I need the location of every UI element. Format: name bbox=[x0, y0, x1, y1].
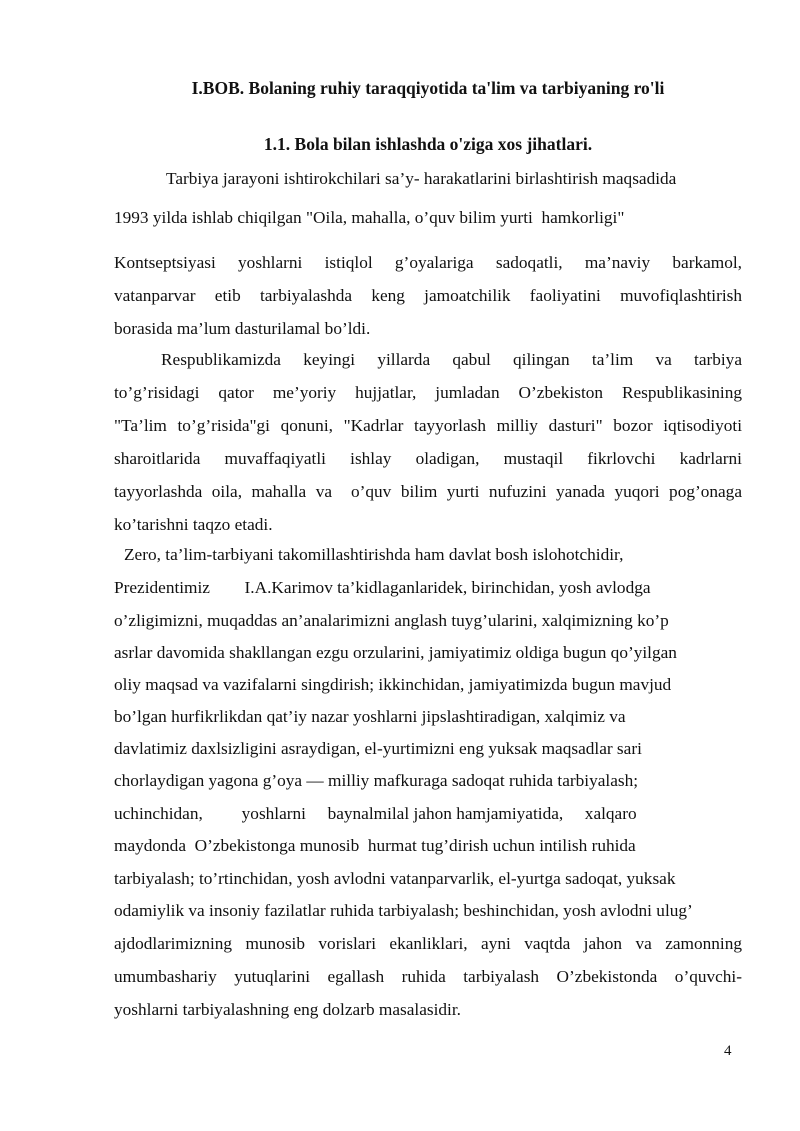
text-line: tarbiyalash; to’rtinchidan, yosh avlodni vatanparvarlik, el-yurtga sadoqat, yuksak bbox=[114, 869, 676, 888]
text-line: davlatimiz daxlsizligini asraydigan, el-yurtimizni eng yuksak maqsadlar sari bbox=[114, 739, 642, 758]
text-line: o’zligimizni, muqaddas an’analarimizni anglash tuyg’ularini, xalqimizning ko’p bbox=[114, 611, 669, 630]
text-line: sharoitlarida muvaffaqiyatli ishlay oladigan, mustaqil fikrlovchi kadrlarni bbox=[114, 449, 742, 468]
text-line: maydonda O’zbekistonga munosib hurmat tug’dirish uchun intilish ruhida bbox=[114, 836, 636, 855]
text-line: uchinchidan, yoshlarni baynalmilal jahon hamjamiyatida, xalqaro bbox=[114, 804, 637, 823]
text-line: Respublikamizda keyingi yillarda qabul qilingan ta’lim va tarbiya bbox=[161, 350, 742, 369]
text-line: chorlaydigan yagona g’oya — milliy mafkuraga sadoqat ruhida tarbiyalash; bbox=[114, 771, 639, 790]
text-line: borasida ma’lum dasturilamal bo’ldi. bbox=[114, 319, 371, 338]
text-line: 1993 yilda ishlab chiqilgan "Oila, mahalla, o’quv bilim yurti hamkorligi" bbox=[114, 208, 625, 227]
text-line: Zero, ta’lim-tarbiyani takomillashtirishda ham davlat bosh islohotchidir, bbox=[124, 545, 624, 564]
text-line: "Ta’lim to’g’risida"gi qonuni, "Kadrlar tayyorlash milliy dasturi" bozor iqtisodiyoti bbox=[114, 416, 742, 435]
text-line: vatanparvar etib tarbiyalashda keng jamoatchilik faoliyatini muvofiqlashtirish bbox=[114, 286, 742, 305]
chapter-title: I.BOB. Bolaning ruhiy taraqqiyotida ta'lim va tarbiyaning ro'li bbox=[191, 78, 665, 98]
text-line: tayyorlashda oila, mahalla va o’quv bilim yurti nufuzini yanada yuqori pog’onaga bbox=[114, 482, 742, 501]
text-line: Kontseptsiyasi yoshlarni istiqlol g’oyalariga sadoqatli, ma’naviy barkamol, bbox=[114, 253, 742, 272]
text-line: umumbashariy yutuqlarini egallash ruhida tarbiyalash O’zbekistonda o’quvchi- bbox=[114, 967, 742, 986]
text-line: Tarbiya jarayoni ishtirokchilari sa’y- harakatlarini birlashtirish maqsadida bbox=[166, 169, 677, 188]
text-line: ajdodlarimizning munosib vorislari ekanliklari, ayni vaqtda jahon va zamonning bbox=[114, 934, 742, 953]
text-line: odamiylik va insoniy fazilatlar ruhida tarbiyalash; beshinchidan, yosh avlodni ulug’ bbox=[114, 901, 693, 920]
text-line: Prezidentimiz I.A.Karimov ta’kidlaganlaridek, birinchidan, yosh avlodga bbox=[114, 578, 651, 597]
text-line: oliy maqsad va vazifalarni singdirish; ikkinchidan, jamiyatimizda bugun mavjud bbox=[114, 675, 672, 694]
text-line: asrlar davomida shakllangan ezgu orzularini, jamiyatimiz oldiga bugun qo’yilgan bbox=[114, 643, 677, 662]
text-line: ko’tarishni taqzo etadi. bbox=[114, 515, 273, 534]
section-title: 1.1. Bola bilan ishlashda o'ziga xos jihatlari. bbox=[263, 134, 593, 154]
page-number: 4 bbox=[724, 1043, 732, 1059]
text-line: yoshlarni tarbiyalashning eng dolzarb masalasidir. bbox=[114, 1000, 461, 1019]
text-line: to’g’risidagi qator me’yoriy hujjatlar, jumladan O’zbekiston Respublikasining bbox=[114, 383, 742, 402]
text-line: bo’lgan hurfikrlikdan qat’iy nazar yoshlarni jipslashtiradigan, xalqimiz va bbox=[114, 707, 626, 726]
